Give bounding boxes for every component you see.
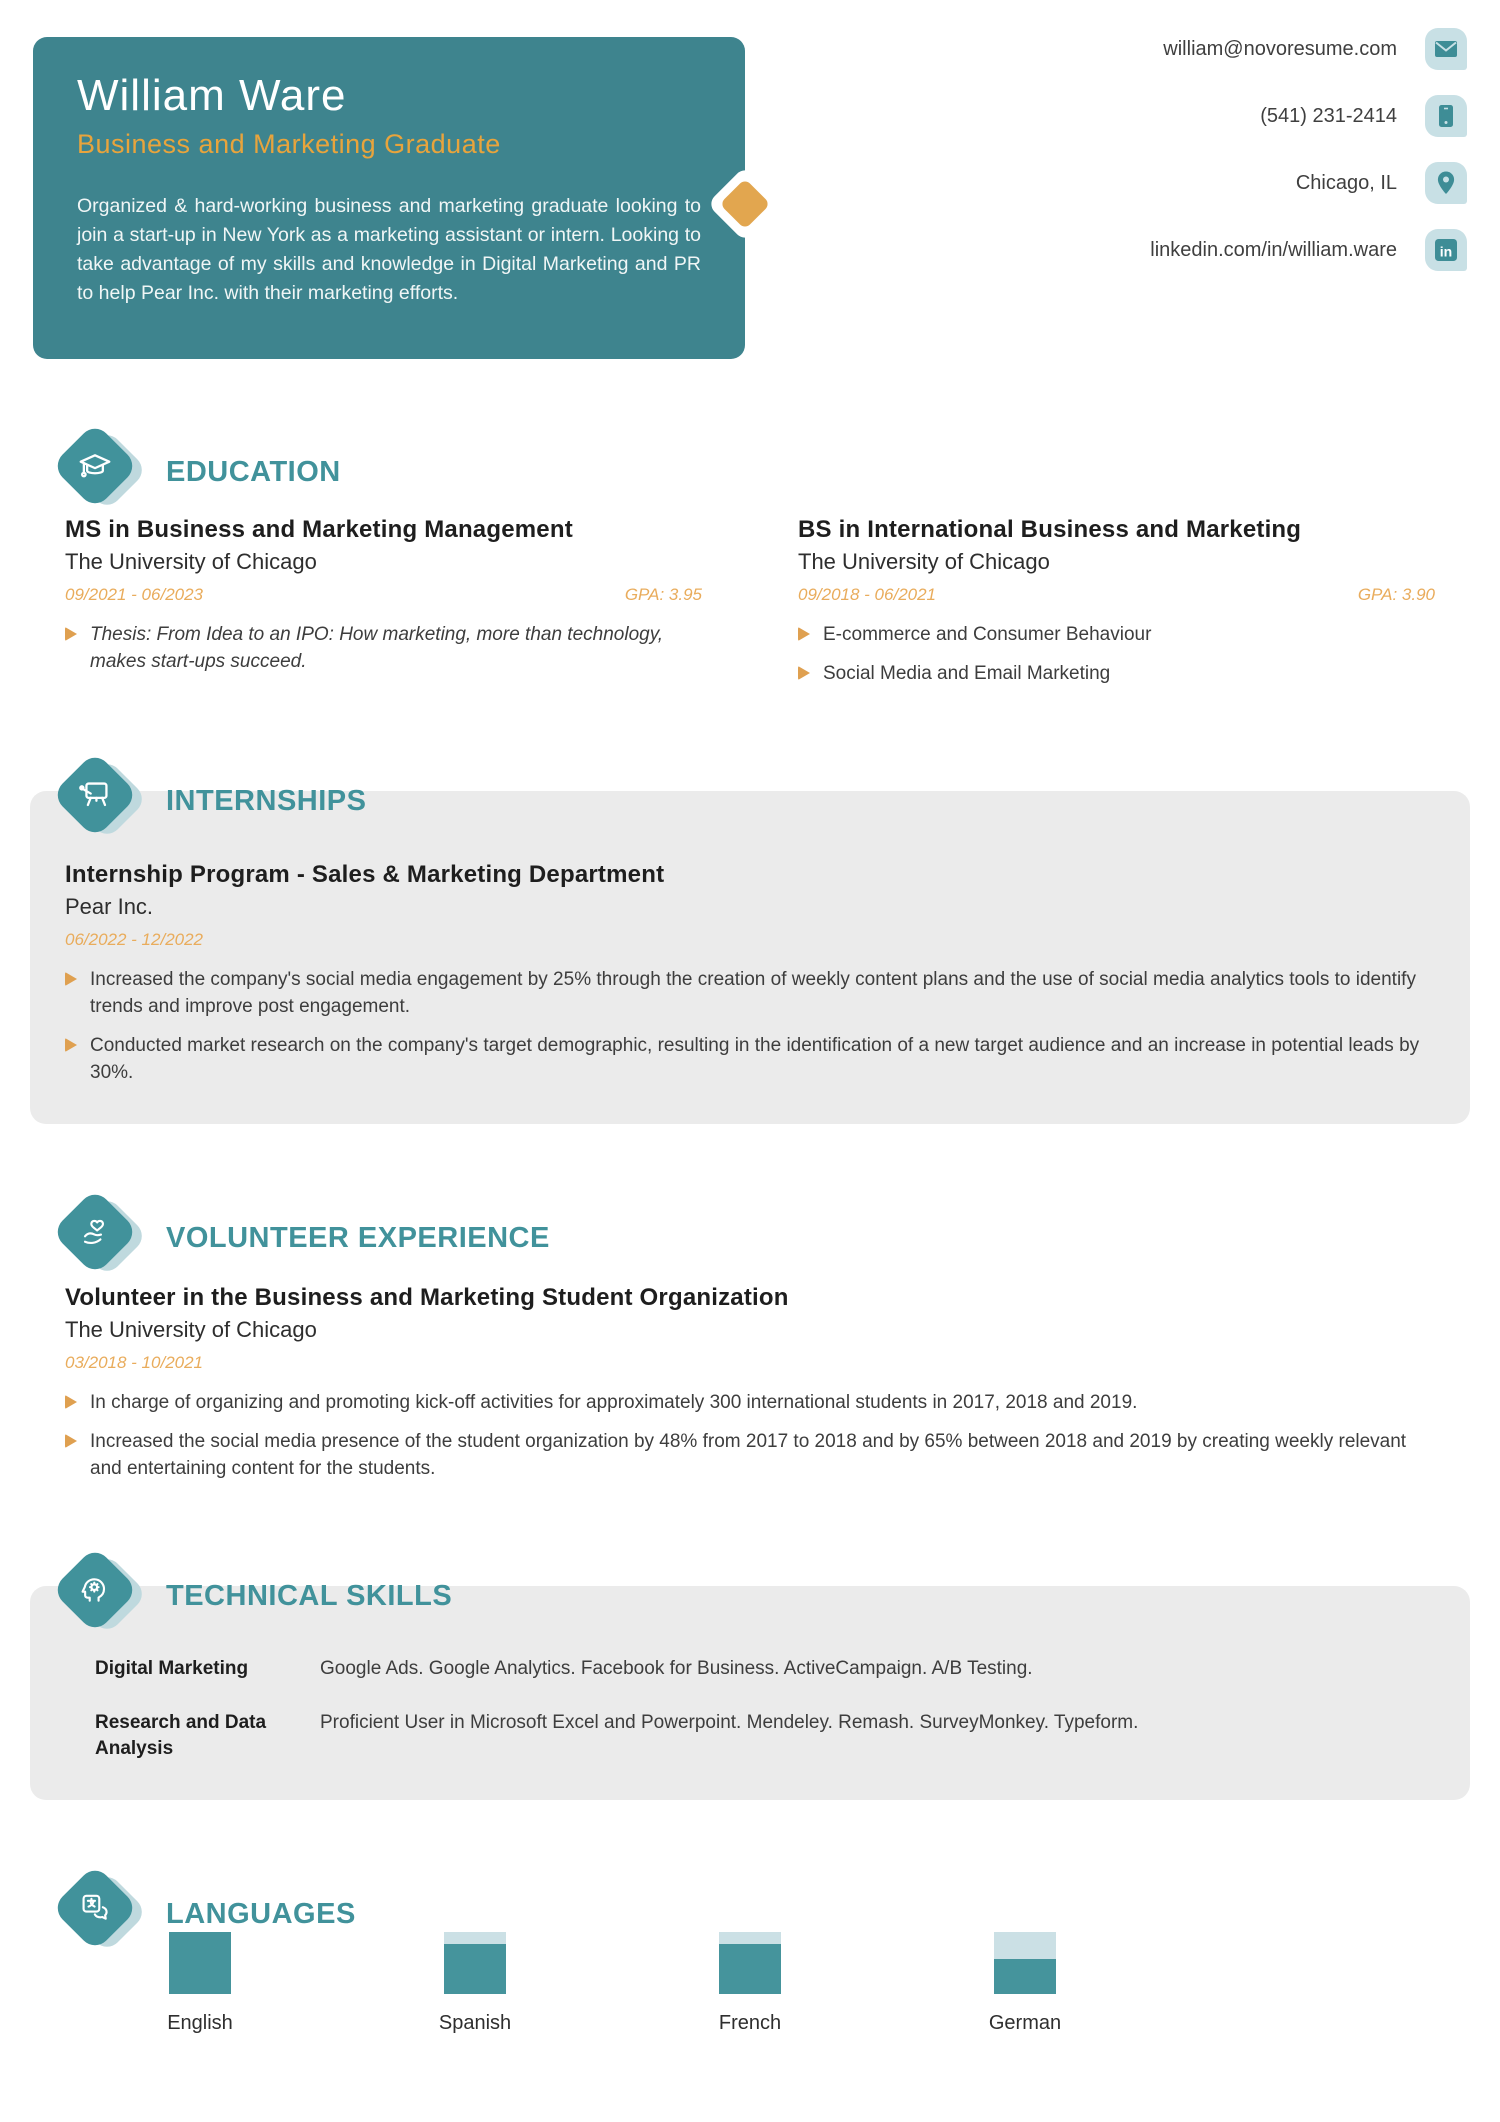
skill-items: Google Ads. Google Analytics. Facebook for Business. ActiveCampaign. A/B Testing. — [320, 1658, 1033, 1679]
location-pin-icon — [1425, 162, 1467, 204]
degree-title: MS in Business and Marketing Management — [65, 516, 573, 543]
contact-row-phone — [1260, 95, 1467, 137]
graduation-cap-icon — [48, 420, 148, 524]
bullet-marker-icon — [65, 1038, 77, 1052]
skill-items: Proficient User in Microsoft Excel and Powerpoint. Mendeley. Remash. SurveyMonkey. Typeform. — [320, 1712, 1139, 1733]
bullet-marker-icon — [798, 666, 810, 680]
internships-title: INTERNSHIPS — [166, 784, 367, 817]
bullet-marker-icon — [65, 1395, 77, 1409]
linkedin-icon — [1425, 229, 1467, 271]
entry-meta — [65, 585, 702, 605]
skills-title: TECHNICAL SKILLS — [166, 1579, 453, 1612]
gpa-value: GPA: 3.95 — [624, 585, 702, 604]
education-entries — [65, 516, 1435, 687]
education-entry — [798, 516, 1435, 687]
skill-category: Digital Marketing — [95, 1658, 249, 1679]
translate-bubbles-icon — [48, 1862, 148, 1966]
hand-heart-icon — [48, 1186, 148, 1290]
language-name: French — [718, 2012, 782, 2034]
bullet-marker-icon — [65, 972, 77, 986]
date-range: 03/2018 - 10/2021 — [65, 1353, 204, 1372]
phone-icon — [1425, 95, 1467, 137]
gpa-value: GPA: 3.90 — [1357, 585, 1435, 604]
volunteer-entry — [65, 1284, 1435, 1482]
bullet-item: E-commerce and Consumer Behaviour — [798, 621, 1435, 648]
phone-value: (541) 231-2414 — [1260, 104, 1397, 127]
role-title: Volunteer in the Business and Marketing Student Organization — [65, 1284, 789, 1311]
linkedin-value[interactable]: linkedin.com/in/william.ware — [1150, 238, 1397, 261]
school-name: The University of Chicago — [798, 549, 1050, 574]
contact-row-location — [1296, 162, 1467, 204]
contact-row-linkedin — [1150, 229, 1467, 271]
company-name: Pear Inc. — [65, 894, 154, 919]
person-job-title: Business and Marketing Graduate — [77, 129, 501, 159]
contact-block — [1150, 28, 1467, 271]
languages-title: LANGUAGES — [166, 1897, 356, 1930]
date-range: 09/2018 - 06/2021 — [798, 585, 937, 604]
mail-icon — [1425, 28, 1467, 70]
svg-text:in: in — [1439, 243, 1453, 260]
bullet-marker-icon — [65, 627, 77, 641]
bullet-item: Increased the company's social media engagement by 25% through the creation of weekly content plans and the use of social media analytics tools to identify trends and improve post engagement. — [65, 966, 1435, 1020]
section-volunteer — [0, 1186, 1500, 1482]
accent-diamond-icon — [718, 177, 772, 231]
date-range: 09/2021 - 06/2023 — [65, 585, 204, 604]
skills-table — [95, 1656, 1405, 1762]
bullet-marker-icon — [65, 1434, 77, 1448]
organization-name: The University of Chicago — [65, 1317, 317, 1342]
bullet-item: Increased the social media presence of the student organization by 48% from 2017 to 2018 and by 65% between 2018 and 2019 by creating weekly relevant and entertaining content for the students. — [65, 1428, 1435, 1482]
bullet-item: In charge of organizing and promoting kick-off activities for approximately 300 international students in 2017, 2018 and 2019. — [65, 1389, 1435, 1416]
language-name: English — [167, 2012, 233, 2034]
volunteer-title: VOLUNTEER EXPERIENCE — [166, 1221, 550, 1254]
language-name: Spanish — [438, 2012, 512, 2034]
language-name: German — [988, 2012, 1062, 2034]
languages-header — [48, 1862, 1500, 1966]
section-education — [0, 420, 1500, 687]
entry-meta — [65, 1353, 1435, 1373]
degree-title: BS in International Business and Marketing — [798, 516, 1302, 543]
bullet-item: Thesis: From Idea to an IPO: How marketing, more than technology, makes start-ups succeed. — [65, 621, 702, 675]
header-card — [33, 37, 745, 359]
school-name: The University of Chicago — [65, 549, 317, 574]
skills-header — [48, 1544, 1500, 1648]
bullet-item: Social Media and Email Marketing — [798, 660, 1435, 687]
presentation-board-icon — [48, 749, 148, 853]
internships-header — [48, 749, 1500, 853]
skill-category: Research and Data Analysis — [95, 1712, 267, 1759]
bullet-marker-icon — [798, 627, 810, 641]
section-internships — [0, 749, 1500, 1124]
location-value: Chicago, IL — [1295, 171, 1397, 194]
education-header — [48, 420, 1500, 524]
date-range: 06/2022 - 12/2022 — [65, 930, 204, 949]
head-gear-icon — [48, 1544, 148, 1648]
contact-row-email — [1163, 28, 1467, 70]
bullet-item: Conducted market research on the company's target demographic, resulting in the identification of a new target audience and an increase in potential leads by 30%. — [65, 1032, 1435, 1086]
education-entry — [65, 516, 702, 687]
volunteer-content — [65, 1284, 1435, 1482]
internship-entry — [65, 861, 1435, 1086]
person-name: William Ware — [77, 71, 347, 120]
volunteer-header — [48, 1186, 1500, 1290]
entry-meta — [65, 930, 1435, 950]
role-title: Internship Program - Sales & Marketing Department — [65, 861, 665, 888]
entry-meta — [798, 585, 1435, 605]
section-languages — [0, 1862, 1500, 2035]
profile-summary: Organized & hard-working business and marketing graduate looking to join a start-up in New York as a marketing assistant or intern. Looking to take advantage of my skills and knowledge in Digital Marketing and PR to help Pear Inc. with their marketing efforts. — [77, 195, 701, 304]
section-skills — [0, 1544, 1500, 1800]
education-title: EDUCATION — [166, 455, 341, 488]
email-value[interactable]: william@novoresume.com — [1163, 37, 1397, 60]
main-content — [0, 420, 1500, 2035]
